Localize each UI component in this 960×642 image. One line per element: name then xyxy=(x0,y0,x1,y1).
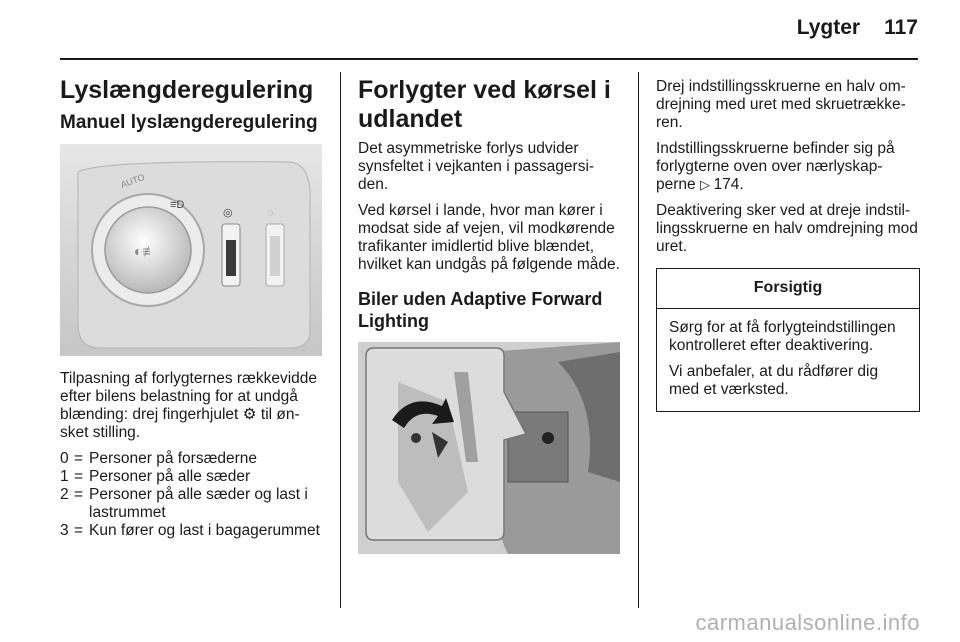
warning-paragraph-1: Sørg for at få forlygteindstillingen kontrolleret efter deaktivering. xyxy=(669,319,896,354)
page-number: 117 xyxy=(884,16,918,39)
intro-paragraph xyxy=(60,370,326,442)
page-reference: 174. xyxy=(713,176,744,193)
warning-body xyxy=(657,309,919,411)
thumbwheel-icon: ⚙ xyxy=(242,406,257,423)
section-subheading: Manuel lyslængderegulering xyxy=(60,112,318,133)
list-equals: = xyxy=(74,468,84,485)
header-title: Lygter xyxy=(796,16,861,39)
list-text: Personer på alle sæder xyxy=(89,468,251,485)
list-item xyxy=(60,486,326,522)
list-text: Kun fører og last i bagagerummet xyxy=(89,522,320,539)
section-subheading-afl: Biler uden Adaptive Forward Lighting xyxy=(358,289,603,331)
auto-label: AUTO xyxy=(119,171,147,190)
paragraph-1: Det asymmetriske forlys udvider synsfeltet i vejkanten i passagersi- den. xyxy=(358,140,595,193)
fog-light-icon: ◐≢ xyxy=(134,243,157,259)
list-item xyxy=(60,468,326,486)
warning-paragraph-2: Vi anbefaler, at du rådfører dig med et værksted. xyxy=(669,363,879,398)
column-rule-2 xyxy=(638,72,639,608)
list-text: Personer på alle sæder og last i lastrummet xyxy=(89,486,308,521)
intro-text: Tilpasning af forlygternes rækkevidde efter bilens belastning for at undgå blænding: drej fingerhjulet xyxy=(60,370,318,423)
list-equals: = xyxy=(74,486,84,503)
list-text: Personer på forsæderne xyxy=(89,450,258,467)
list-item xyxy=(60,450,326,468)
light-symbol-icon: ≡D xyxy=(170,199,185,211)
header-rule xyxy=(60,58,918,60)
headlight-range-icon: ◎ xyxy=(223,207,233,219)
intro-text-end: til øn- sket stilling. xyxy=(60,406,300,441)
column-1 xyxy=(60,76,326,540)
list-number: 2 xyxy=(60,486,69,503)
adjusting-screw-icon xyxy=(411,433,421,443)
column-2 xyxy=(358,76,624,568)
list-number: 1 xyxy=(60,468,69,485)
headlight-switch-photo xyxy=(60,144,322,356)
page-reference-icon: ▷ xyxy=(699,177,714,192)
load-list xyxy=(60,450,326,540)
dimmer-icon: ◌ xyxy=(267,207,274,219)
list-equals: = xyxy=(74,450,84,467)
list-item xyxy=(60,522,326,540)
paragraph-3: Deaktivering sker ved at dreje indstil- lingsskruerne en halv omdrejning mod uret. xyxy=(656,202,918,255)
list-number: 0 xyxy=(60,450,69,467)
page-header xyxy=(797,16,918,40)
list-number: 3 xyxy=(60,522,69,539)
paragraph-2 xyxy=(656,140,922,194)
column-rule-1 xyxy=(340,72,341,608)
list-equals: = xyxy=(74,522,84,539)
headlight-screw-photo xyxy=(358,342,620,554)
watermark: carmanualsonline.info xyxy=(695,610,920,635)
paragraph-2: Ved kørsel i lande, hvor man kører i modsat side af vejen, vil modkørende trafikanter imidlertid blive blændet, hvilket kan undgås på følgende måde. xyxy=(358,202,620,273)
section-heading: Lyslængderegulering xyxy=(60,76,314,104)
section-heading-abroad: Forlygter ved kørsel i udlandet xyxy=(358,76,611,133)
paragraph-2-text: Indstillingsskruerne befinder sig på forlygterne oven over nærlyskap- perne xyxy=(656,140,895,193)
warning-box xyxy=(656,268,920,412)
paragraph-1: Drej indstillingsskruerne en halv om- drejning med uret med skruetrække- ren. xyxy=(656,78,906,131)
warning-title: Forsigtig xyxy=(657,269,919,309)
column-3 xyxy=(656,78,922,412)
